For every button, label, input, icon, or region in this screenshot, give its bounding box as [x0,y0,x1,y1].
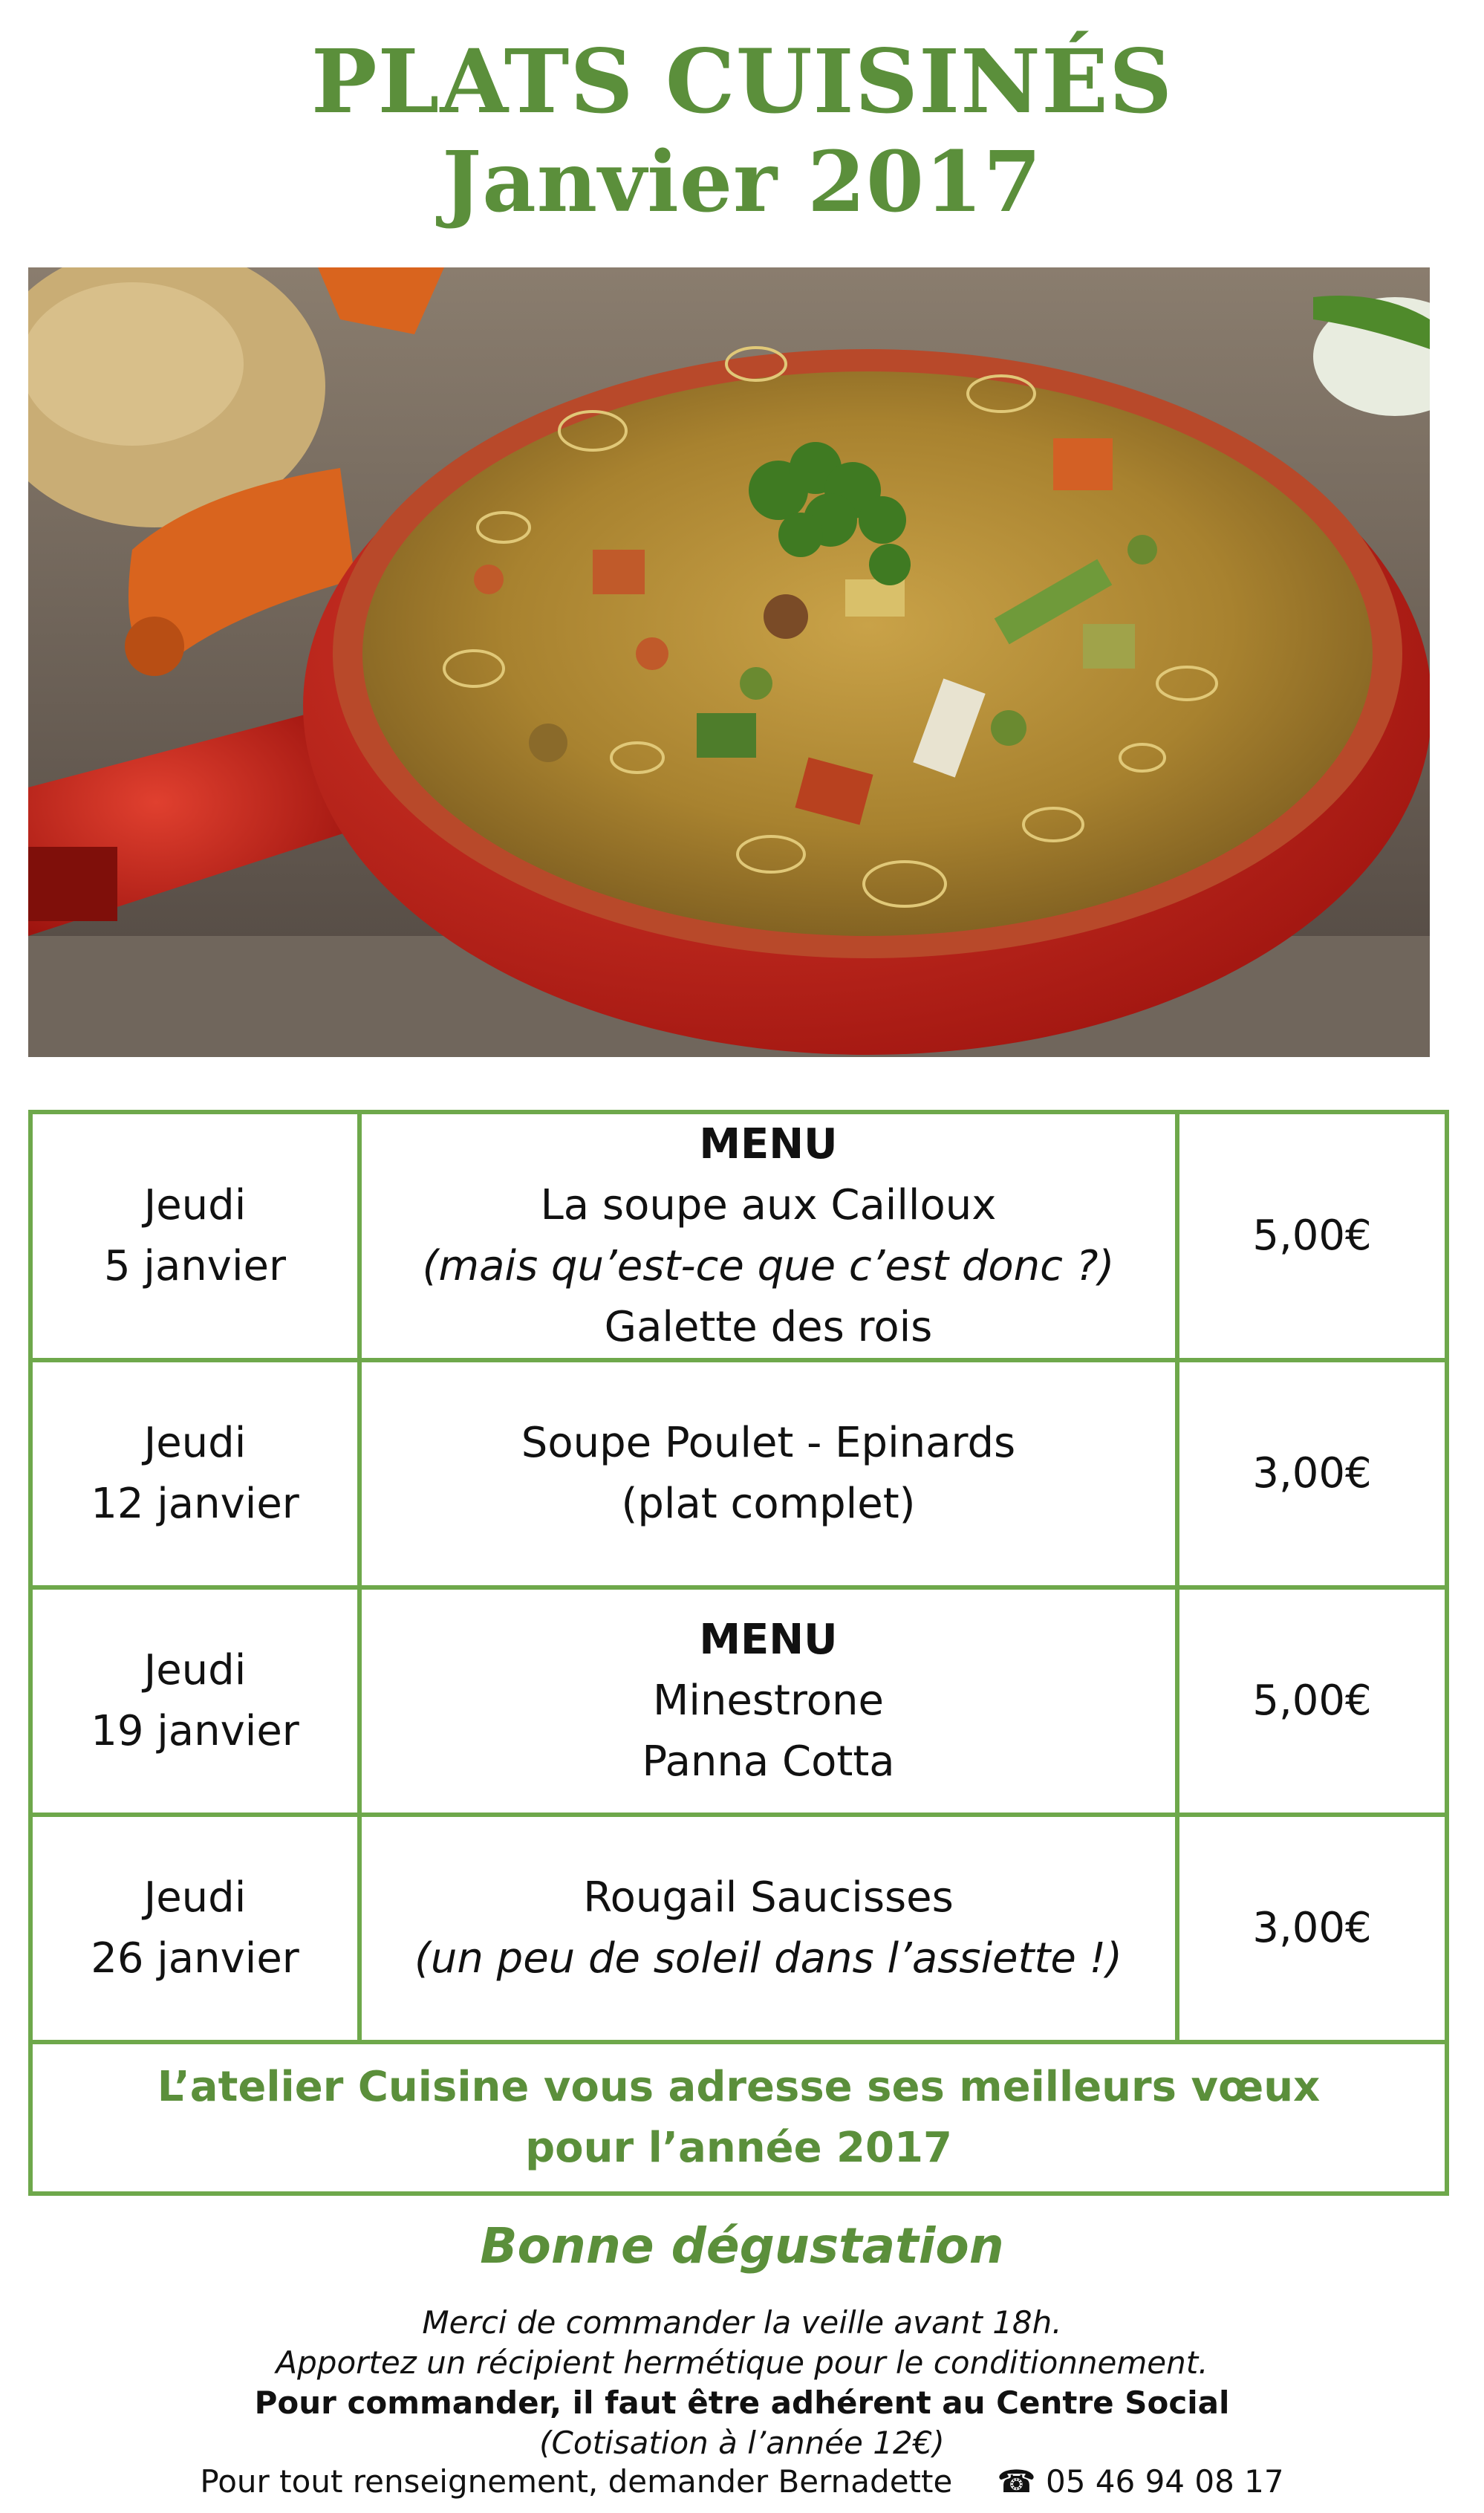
menu-row [30,1360,1447,1587]
menu-row [30,1815,1447,2042]
dish-cell [359,1112,1177,1360]
date-label: 12 janvier [91,1480,299,1528]
order-deadline-note: Merci de commander la veille avant 18h. [422,2304,1062,2341]
date-cell [30,1815,359,2042]
contact-text: Pour tout renseignement, demander Bernadette [200,2463,953,2500]
date-cell [30,1587,359,1815]
date-label: 19 janvier [91,1707,299,1755]
dish-cell [359,1815,1177,2042]
menu-heading: MENU [699,1616,838,1664]
day-label: Jeudi [143,1646,247,1694]
dish-cell [359,1587,1177,1815]
bonne-degustation: Bonne dégustation [480,2217,1004,2275]
dish-note: (un peu de soleil dans l’assiette !) [414,1934,1122,1983]
date-cell [30,1112,359,1360]
fee-note: (Cotisation à l’année 12€) [539,2425,945,2461]
price-cell: 3,00€ [1177,1360,1447,1587]
dish-line: Minestrone [653,1677,884,1725]
wishes-line: L’atelier Cuisine vous adresse ses meilleurs vœux [157,2063,1321,2111]
day-label: Jeudi [143,1181,247,1229]
menu-row [30,1112,1447,1360]
soup-photo [28,267,1430,1057]
page-subtitle: Janvier 2017 [442,134,1042,231]
menu-row [30,1587,1447,1815]
menu-heading: MENU [699,1120,838,1168]
container-note: Apportez un récipient hermétique pour le conditionnement. [276,2344,1208,2381]
dish-line: La soupe aux Cailloux [540,1181,997,1229]
date-label: 26 janvier [91,1934,299,1983]
price-cell: 5,00€ [1177,1112,1447,1360]
contact-line [0,2462,1484,2502]
membership-note: Pour commander, il faut être adhérent au Centre Social [254,2384,1230,2421]
date-cell [30,1360,359,1587]
dish-note: (mais qu’est-ce que c’est donc ?) [422,1242,1115,1290]
date-label: 5 janvier [104,1242,286,1290]
dish-line: Rougail Saucisses [583,1873,954,1922]
wishes-cell [30,2042,1447,2194]
menu-table [28,1110,1449,2196]
wishes-row [30,2042,1447,2194]
soup-bowl-illustration [28,267,1430,1057]
day-label: Jeudi [143,1419,247,1467]
day-label: Jeudi [143,1873,247,1922]
dish-note: (plat complet) [621,1480,916,1528]
page-title: PLATS CUISINÉS [310,30,1174,133]
price-cell: 3,00€ [1177,1815,1447,2042]
dish-cell [359,1360,1177,1587]
phone-number: ☎ 05 46 94 08 17 [997,2463,1284,2500]
dessert-line: Galette des rois [604,1303,933,1351]
wishes-line: pour l’année 2017 [525,2124,952,2172]
price-cell: 5,00€ [1177,1587,1447,1815]
dish-line: Soupe Poulet - Epinards [521,1419,1016,1467]
dessert-line: Panna Cotta [642,1737,895,1786]
